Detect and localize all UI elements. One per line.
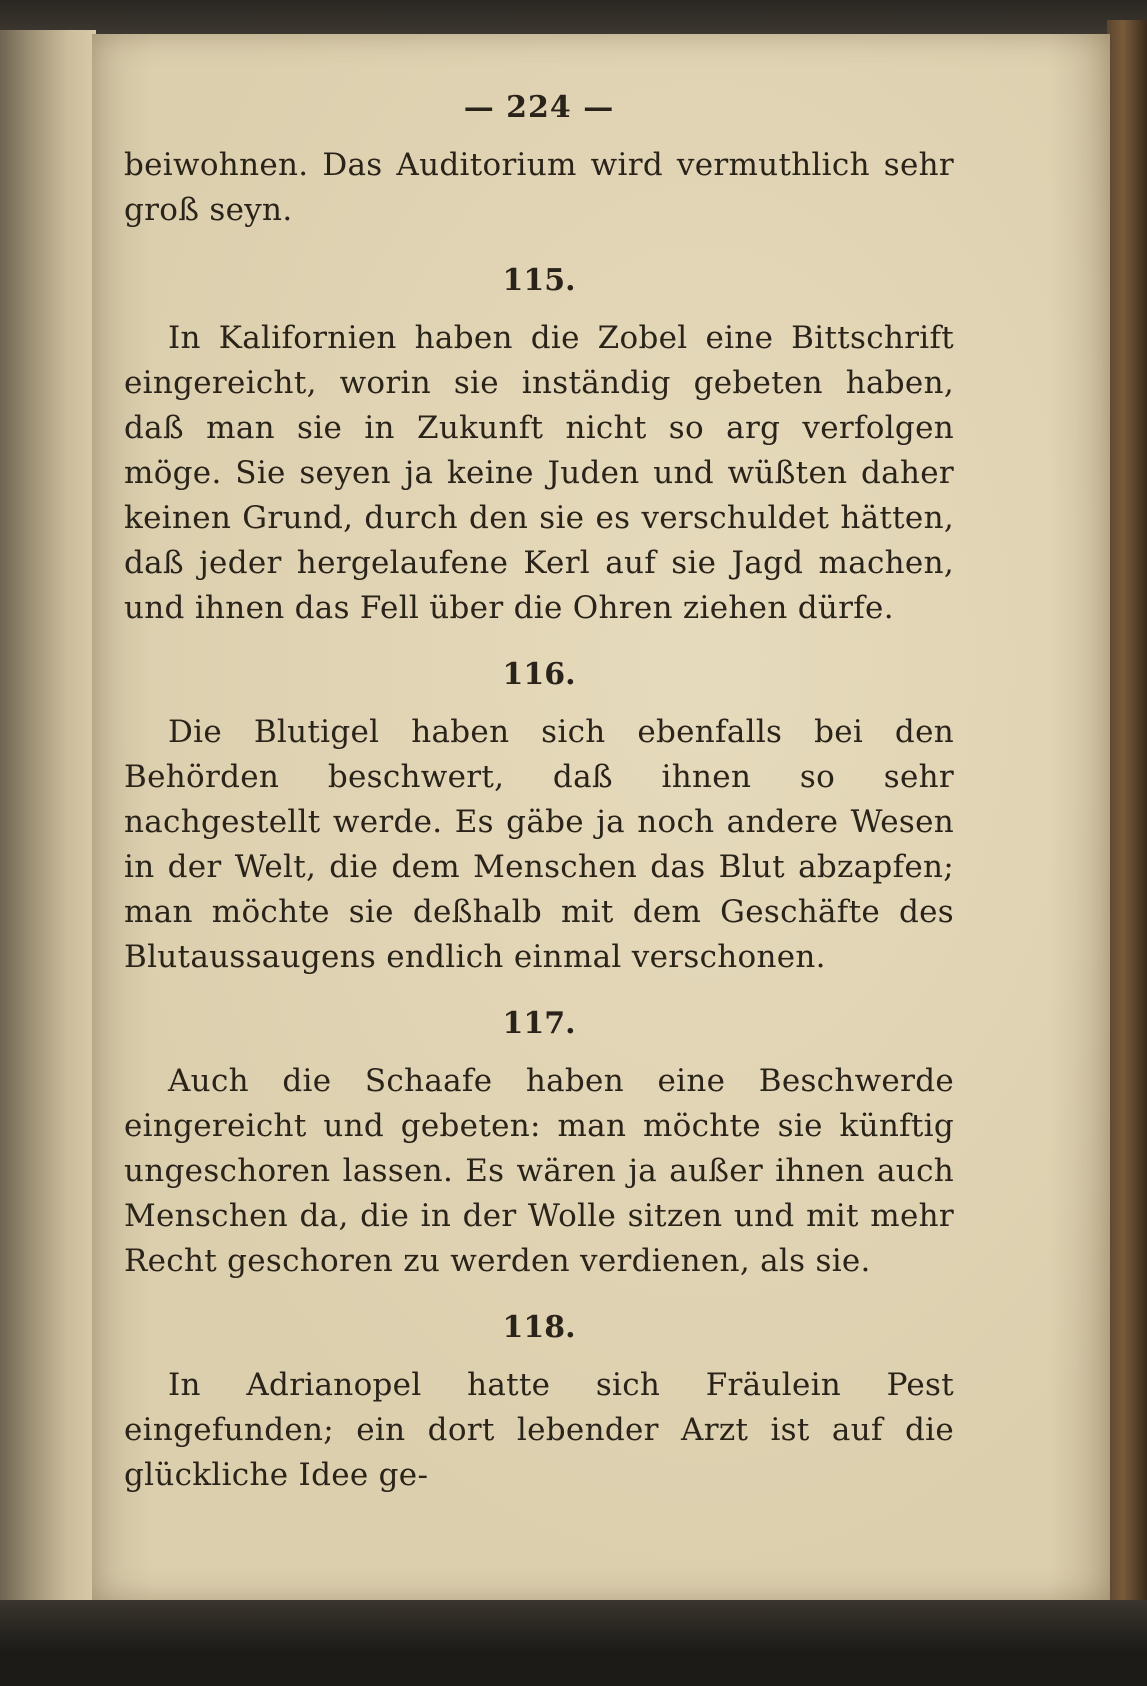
entry-number-115: 115. (502, 263, 576, 298)
entry-text-115: In Kalifornien haben die Zobel eine Bittschrift eingereicht, worin sie inständig gebeten haben, daß man sie in Zukunft nicht so arg verfolgen möge. Sie seyen ja keine Juden und wüßten daher keinen Grund, durch den sie es verschuldet hätten, daß jeder hergelaufene Kerl auf sie Jagd machen, und ihnen das Fell über die Ohren ziehen dürfe. (124, 320, 954, 626)
left-page-edge (0, 30, 96, 1600)
entry-number-116: 116. (502, 657, 576, 692)
book-cover-edge (1107, 20, 1147, 1620)
page-number: — 224 — (463, 90, 615, 125)
top-shadow (0, 0, 1147, 34)
entry-text-116: Die Blutigel haben sich ebenfalls bei den Behörden beschwert, daß ihnen so sehr nachgestellt werde. Es gäbe ja noch andere Wesen in der Welt, die dem Menschen das Blut abzapfen; man möchte sie deßhalb mit dem Geschäfte des Blutaussaugens endlich einmal verschonen. (124, 714, 954, 975)
entry-number-117: 117. (502, 1006, 576, 1041)
continuation-paragraph: beiwohnen. Das Auditorium wird vermuthlich sehr groß seyn. (124, 147, 954, 228)
entry-text-118: In Adrianopel hatte sich Fräulein Pest eingefunden; ein dort lebender Arzt ist auf die glückliche Idee ge- (124, 1367, 954, 1493)
bottom-shadow (0, 1600, 1147, 1686)
page-content (124, 90, 954, 1498)
entry-number-118: 118. (502, 1310, 576, 1345)
entry-text-117: Auch die Schaafe haben eine Beschwerde eingereicht und gebeten: man möchte sie künftig ungeschoren lassen. Es wären ja außer ihnen auch Menschen da, die in der Wolle sitzen und mit mehr Recht geschoren zu werden verdienen, als sie. (124, 1063, 954, 1279)
